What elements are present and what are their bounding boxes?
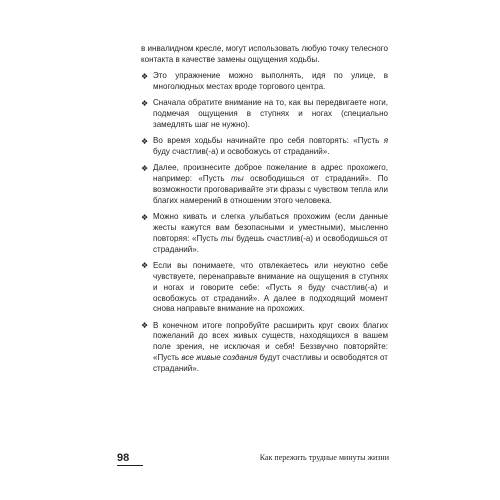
bullet-text: будут счастливы и освободятся от страданий». xyxy=(153,353,388,374)
bullet-item xyxy=(141,71,388,93)
page-footer xyxy=(117,452,389,468)
diamond-bullet-icon: ❖ xyxy=(141,212,149,222)
diamond-bullet-icon: ❖ xyxy=(141,261,149,271)
running-title: Как пережить трудные минуты жизни xyxy=(259,453,389,462)
bullet-text: Это упражнение можно выполнять, идя по улице, в многолюдных местах вроде торгового центра. xyxy=(153,71,388,92)
body-text xyxy=(141,44,388,380)
bullet-item xyxy=(141,136,388,158)
bullet-list xyxy=(141,71,388,375)
bullet-italic-text: ты xyxy=(220,233,234,243)
bullet-italic-text: ты xyxy=(231,174,244,184)
bullet-item xyxy=(141,98,388,131)
diamond-bullet-icon: ❖ xyxy=(141,136,149,146)
bullet-text: Далее, произнесите доброе пожелание в адрес прохожего, например: «Пусть xyxy=(153,163,388,184)
bullet-item xyxy=(141,321,388,376)
page-number-rule xyxy=(117,465,143,466)
bullet-text: будешь счастлив(-а) и освободишься от страданий». xyxy=(153,233,388,254)
bullet-text: буду счастлив(-а) и освобожусь от страданий». xyxy=(153,147,330,157)
lead-paragraph: в инвалидном кресле, могут использовать любую точку телесного контакта в качестве замены ощущения ходьбы. xyxy=(141,44,389,64)
diamond-bullet-icon: ❖ xyxy=(141,71,149,81)
bullet-italic-text: я xyxy=(383,136,388,146)
bullet-item xyxy=(141,261,388,316)
bullet-text: В конечном итоге попробуйте расширить круг своих благих пожеланий до всех живых существ, находящихся в вашем поле зрения, не исключая и себя! Беззвучно повторяйте: «Пусть xyxy=(153,320,388,363)
bullet-text: Можно кивать и слегка улыбаться прохожим (если данные жесты кажутся вам безопасными и уместными), мысленно повторяя: «Пусть xyxy=(153,212,388,243)
diamond-bullet-icon: ❖ xyxy=(141,321,149,331)
bullet-text: Сначала обратите внимание на то, как вы передвигаете ноги, подмечая ощущения в ступнях и ногах (специально замедлять шаг не нужно). xyxy=(153,98,388,130)
bullet-item xyxy=(141,163,388,207)
bullet-item xyxy=(141,212,388,256)
bullet-text: Если вы понимаете, что отвлекаетесь или неуютно себе чувствуете, перенаправьте внимание на ощущения в ступнях и ногах и говорите себе: «Пусть я буду счастлив(-а) и освобожусь от страданий». А далее в подходящий момент снова направьте внимание на прохожих. xyxy=(153,260,388,314)
diamond-bullet-icon: ❖ xyxy=(141,163,149,173)
bullet-text: освободишься от страданий». По возможности проговаривайте эти фразы с чувством тепла или благих намерений в отношении этого человека. xyxy=(153,174,388,205)
bullet-italic-text: все живые создания xyxy=(181,353,258,363)
diamond-bullet-icon: ❖ xyxy=(141,98,149,108)
page-number: 98 xyxy=(117,452,130,464)
bullet-text: Во время ходьбы начинайте про себя повторять: «Пусть xyxy=(153,136,384,146)
